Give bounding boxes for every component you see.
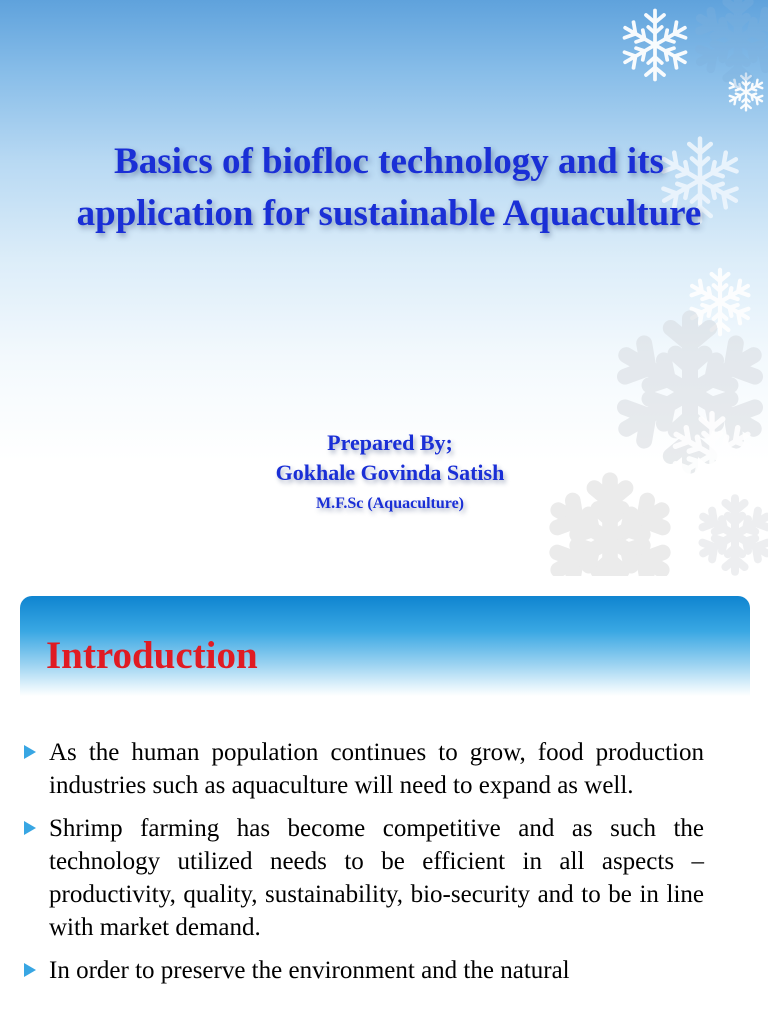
slide-heading: Introduction	[46, 634, 258, 677]
snowflake-icon	[621, 11, 690, 80]
bullet-text: As the human population continues to grow, food production industries such as aquaculture will need to expand as well.	[49, 739, 704, 799]
bullet-text: In order to preserve the environment and the natural	[49, 957, 570, 984]
bullet-text: Shrimp farming has become competitive and as such the technology utilized needs to be efficient in all aspects – productivity, quality, sustainability, bio-security and to be in line with market demand.	[49, 815, 704, 941]
author-degree: M.F.Sc (Aquaculture)	[316, 495, 464, 512]
author-block	[0, 428, 768, 520]
prepared-by-label: Prepared By;	[327, 430, 453, 455]
list-item	[22, 736, 704, 802]
triangle-right-icon	[24, 745, 36, 759]
presentation-title: Basics of biofloc technology and its application for sustainable Aquaculture	[76, 141, 702, 234]
list-item	[22, 812, 704, 944]
snowflake-icon	[694, 0, 768, 84]
bullet-list	[22, 736, 704, 997]
triangle-right-icon	[24, 963, 36, 977]
triangle-right-icon	[24, 821, 36, 835]
list-item	[22, 954, 704, 987]
author-name: Gokhale Govinda Satish	[275, 460, 505, 485]
introduction-slide	[0, 576, 768, 1024]
